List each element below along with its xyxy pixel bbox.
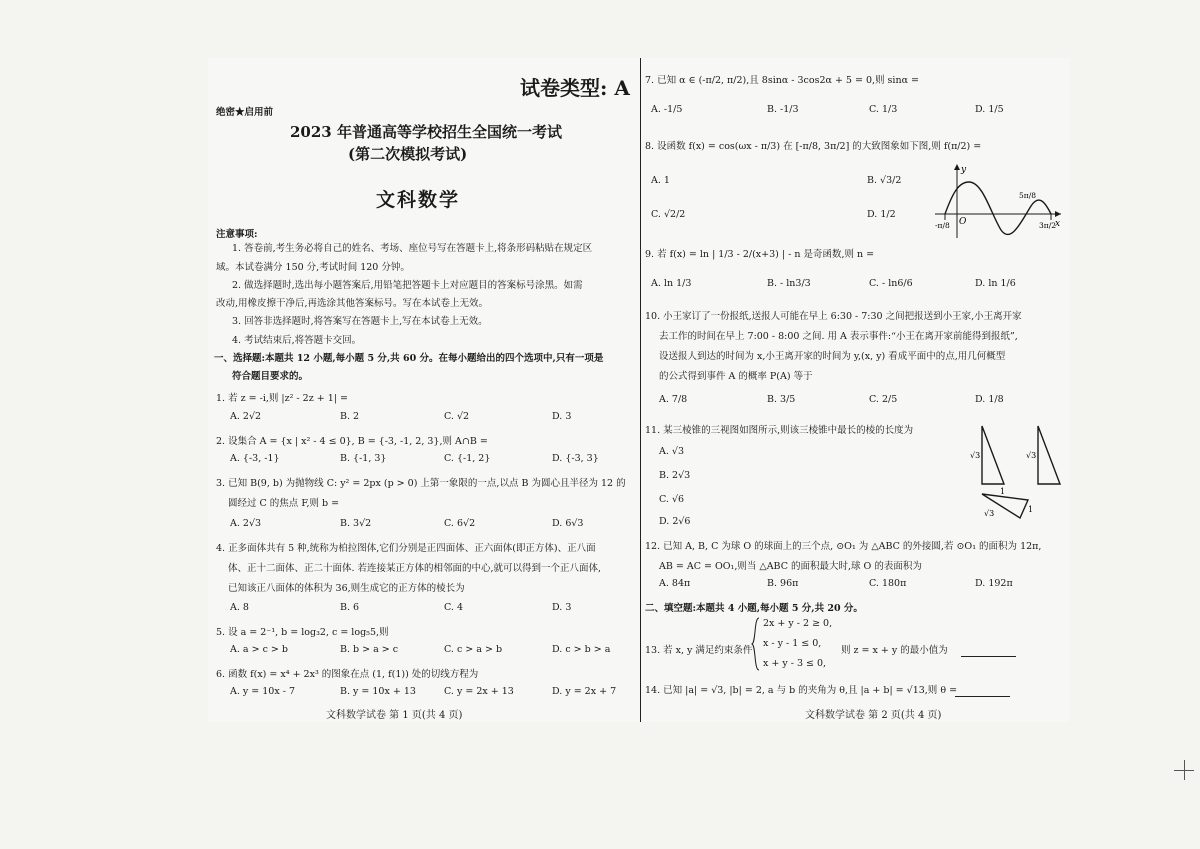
question-10-cont: 的公式得到事件 A 的概率 P(A) 等于 (659, 371, 813, 382)
constraint-3: x + y - 3 ≤ 0, (763, 658, 827, 669)
left-brace-icon (751, 616, 761, 672)
q2-option-c: C. {-1, 2} (444, 453, 491, 464)
x-axis-arrow-icon (1055, 211, 1061, 217)
q2-option-a: A. {-3, -1} (230, 453, 280, 464)
question-10-cont: 设送报人到达的时间为 x,小王离开家的时间为 y,(x, y) 看成平面中的点,用几何概型 (659, 351, 1006, 362)
q1-option-d: D. 3 (552, 411, 572, 422)
question-13-tail: 则 z = x + y 的最小值为 (841, 645, 948, 656)
question-4-cont: 体、正十二面体、正二十面体. 若连接某正方体的相邻面的中心,就可以得到一个正八面体, (228, 563, 602, 574)
q11-option-b: B. 2√3 (659, 470, 691, 481)
q14-answer-blank[interactable] (955, 682, 1010, 701)
q4-option-b: B. 6 (340, 602, 360, 613)
question-12: 12. 已知 A, B, C 为球 O 的球面上的三个点, ⊙O₁ 为 △ABC 的外接圆,若 ⊙O₁ 的面积为 12π, (645, 541, 1042, 552)
q8-option-c: C. √2/2 (651, 209, 686, 220)
q5-option-a: A. a > c > b (230, 644, 288, 655)
q6-option-a: A. y = 10x - 7 (230, 686, 296, 697)
q7-option-d: D. 1/5 (975, 104, 1004, 115)
q12-option-a: A. 84π (659, 578, 691, 589)
q9-option-b: B. - ln3/3 (767, 278, 811, 289)
question-10: 10. 小王家订了一份报纸,送报人可能在早上 6:30 - 7:30 之间把报送到小王家,小王离开家 (645, 311, 1022, 322)
page-footer: 文科数学试卷 第 1 页(共 4 页) (326, 710, 463, 721)
notes-heading: 注意事项: (216, 229, 258, 240)
note-line: 2. 做选择题时,选出每小题答案后,用铅笔把答题卡上对应题目的答案标号涂黑。如需 (232, 280, 583, 291)
mid-tick-label: 5π/8 (1019, 191, 1036, 200)
q3-option-a: A. 2√3 (230, 518, 262, 529)
question-1: 1. 若 z = -i,则 |z² - 2z + 1| = (216, 393, 348, 404)
q6-option-d: D. y = 2x + 7 (552, 686, 617, 697)
side-view-label: √3 (1026, 451, 1037, 460)
y-axis-arrow-icon (954, 164, 960, 170)
question-12-cont: AB = AC = OO₁,则当 △ABC 的面积最大时,球 O 的表面积为 (659, 561, 922, 572)
question-7: 7. 已知 α ∈ (-π/2, π/2),且 8sinα - 3cos2α + 5 = 0,则 sinα = (645, 75, 919, 86)
q9-option-a: A. ln 1/3 (651, 278, 692, 289)
q7-option-a: A. -1/5 (651, 104, 683, 115)
question-5: 5. 设 a = 2⁻¹, b = log₃2, c = log₅5,则 (216, 627, 389, 638)
q13-answer-blank[interactable] (961, 642, 1016, 661)
q9-option-c: C. - ln6/6 (869, 278, 913, 289)
q3-option-c: C. 6√2 (444, 518, 476, 529)
secret-label: 绝密★启用前 (216, 107, 274, 118)
x-axis-label: x (1055, 219, 1061, 229)
q12-option-c: C. 180π (869, 578, 907, 589)
exam-title: 2023 年普通高等学校招生全国统一考试 (290, 123, 562, 141)
q3-option-b: B. 3√2 (340, 518, 372, 529)
page-footer: 文科数学试卷 第 2 页(共 4 页) (805, 710, 942, 721)
right-tick-label: 3π/2 (1039, 221, 1056, 230)
q5-option-c: C. c > a > b (444, 644, 503, 655)
right-edge-label: 1 (1028, 505, 1034, 514)
q6-option-c: C. y = 2x + 13 (444, 686, 514, 697)
column-divider (640, 58, 641, 722)
top-view-label: √3 (984, 509, 995, 518)
front-view-triangle (982, 426, 1004, 484)
constraint-2: x - y - 1 ≤ 0, (763, 638, 822, 649)
q8-option-a: A. 1 (651, 175, 670, 186)
q8-cosine-graph (935, 162, 1065, 238)
section1-heading: 一、选择题:本题共 12 小题,每小题 5 分,共 60 分。在每小题给出的四个选项中,只有一项是 (214, 353, 604, 364)
q10-option-c: C. 2/5 (869, 394, 898, 405)
y-axis-label: y (961, 165, 967, 175)
q3-option-d: D. 6√3 (552, 518, 584, 529)
question-10-cont: 去工作的时间在早上 7:00 - 8:00 之间. 用 A 表示事件:“小王在离开家前能得到报纸”, (659, 331, 1018, 342)
q8-option-d: D. 1/2 (867, 209, 896, 220)
question-11: 11. 某三棱锥的三视图如图所示,则该三棱锥中最长的棱的长度为 (645, 425, 914, 436)
note-line: 1. 答卷前,考生务必将自己的姓名、考场、座位号写在答题卡上,将条形码粘贴在规定区 (232, 243, 593, 254)
question-3: 3. 已知 B(9, b) 为抛物线 C: y² = 2px (p > 0) 上第一象限的一点,以点 B 为圆心且半径为 12 的 (216, 478, 626, 489)
q8-option-b: B. √3/2 (867, 175, 902, 186)
q11-three-views (970, 422, 1070, 522)
q7-option-c: C. 1/3 (869, 104, 898, 115)
q4-option-d: D. 3 (552, 602, 572, 613)
q12-option-d: D. 192π (975, 578, 1013, 589)
question-13: 13. 若 x, y 满足约束条件 (645, 645, 753, 656)
left-tick-label: -π/8 (935, 221, 950, 230)
exam-sheet (208, 58, 1070, 722)
question-14: 14. 已知 |a| = √3, |b| = 2, a 与 b 的夹角为 θ,且 |a + b| = √13,则 θ = (645, 685, 958, 696)
q10-option-a: A. 7/8 (659, 394, 688, 405)
section1-heading-cont: 符合题目要求的。 (232, 371, 309, 382)
q11-option-a: A. √3 (659, 446, 684, 457)
subject-title: 文科数学 (376, 189, 461, 211)
q7-option-b: B. -1/3 (767, 104, 799, 115)
q11-option-c: C. √6 (659, 494, 685, 505)
q2-option-b: B. {-1, 3} (340, 453, 387, 464)
q10-option-d: D. 1/8 (975, 394, 1004, 405)
note-line: 3. 回答非选择题时,将答案写在答题卡上,写在本试卷上无效。 (232, 316, 488, 327)
q1-option-a: A. 2√2 (230, 411, 262, 422)
q12-option-b: B. 96π (767, 578, 799, 589)
q5-option-b: B. b > a > c (340, 644, 399, 655)
question-2: 2. 设集合 A = {x | x² - 4 ≤ 0}, B = {-3, -1, 2, 3},则 A∩B = (216, 436, 488, 447)
front-view-label: √3 (970, 451, 981, 460)
top-edge-label: 1 (1000, 487, 1006, 496)
question-3-cont: 圆经过 C 的焦点 F,则 b = (228, 498, 340, 509)
note-line: 4. 考试结束后,将答题卡交回。 (232, 335, 362, 346)
note-line: 改动,用橡皮擦干净后,再选涂其他答案标号。写在本试卷上无效。 (216, 298, 489, 309)
origin-label: O (959, 217, 967, 227)
q1-option-c: C. √2 (444, 411, 470, 422)
side-view-triangle (1038, 426, 1060, 484)
q2-option-d: D. {-3, 3} (552, 453, 599, 464)
q10-option-b: B. 3/5 (767, 394, 796, 405)
crop-mark-vertical (1184, 760, 1185, 780)
q4-option-c: C. 4 (444, 602, 464, 613)
q11-option-d: D. 2√6 (659, 516, 691, 527)
question-4-cont: 已知该正八面体的体积为 36,则生成它的正方体的棱长为 (228, 583, 465, 594)
question-6: 6. 函数 f(x) = x⁴ + 2x³ 的图象在点 (1, f(1)) 处的切线方程为 (216, 669, 479, 680)
q6-option-b: B. y = 10x + 13 (340, 686, 416, 697)
q1-option-b: B. 2 (340, 411, 360, 422)
question-8: 8. 设函数 f(x) = cos(ωx - π/3) 在 [-π/8, 3π/2] 的大致图象如下图,则 f(π/2) = (645, 141, 982, 152)
q9-option-d: D. ln 1/6 (975, 278, 1016, 289)
note-line: 域。本试卷满分 150 分,考试时间 120 分钟。 (216, 262, 410, 273)
exam-subtitle: (第二次模拟考试) (348, 145, 468, 163)
paper-type: 试卷类型: A (520, 76, 630, 100)
question-9: 9. 若 f(x) = ln | 1/3 - 2/(x+3) | - n 是奇函数,则 n = (645, 249, 875, 260)
section2-heading: 二、填空题:本题共 4 小题,每小题 5 分,共 20 分。 (645, 603, 863, 614)
question-4: 4. 正多面体共有 5 种,统称为柏拉图体,它们分别是正四面体、正六面体(即正方体)、正八面 (216, 543, 596, 554)
q5-option-d: D. c > b > a (552, 644, 611, 655)
q4-option-a: A. 8 (230, 602, 249, 613)
constraint-1: 2x + y - 2 ≥ 0, (763, 618, 833, 629)
